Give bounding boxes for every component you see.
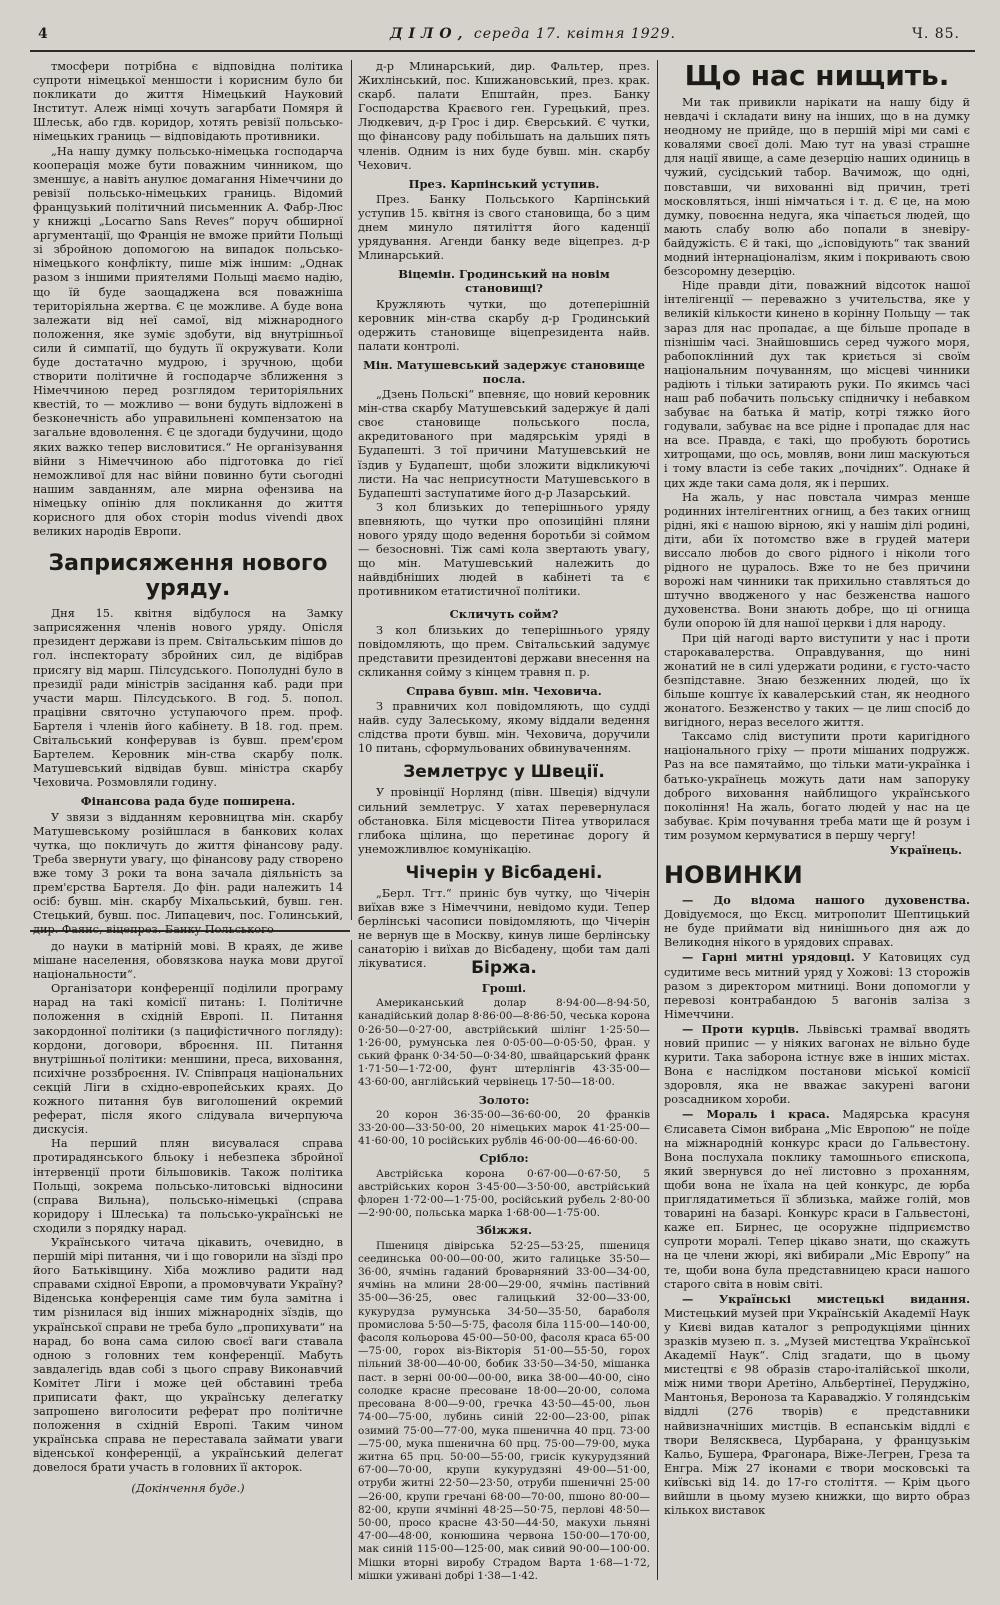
paragraph: На перший плян висувалася справа протирадянського бльоку і небезпека збройної інтервенції проти більшовиків. Також політика Польщі, зокрема польсько-литовські відносини (справа Вильна), польсько-німецькі (справа коридору і Шлеська) та польсько-українські не сходили з порядку нарад.: [33, 1137, 343, 1235]
paragraph: Таксамо слід виступити проти каригідного національного гріху — проти мішаних подружж. Раз на все памятаймо, що тільки мати-українка і батько-українець можуть дати нам запоруку доброго виховання найблищого українського покоління! На жаль, богато людей у нас на це забуває. Крім почування треба мати ще й розум і тим розумом кермуватися в першу чергу!: [664, 730, 970, 842]
paragraph: У звязи з відданням керовництва мін. скарбу Матушевському розійшлася в банкових колах чутка, що покличуть до життя фінансову раду. Треба звернути увагу, що фінансову раду створено вже тому 3 роки та вона зачала діяльність за прем'єрства Бартеля. До фін. ради належить 14 осіб: бувш. мін. скарбу Міхальський, бувш. ген. Стецький, бувш. пос. Липацевич, пос. Голинський, дир. Фаянс, віцепрез. Банку Польського: [33, 810, 343, 937]
news-item-lead: — Гарні митні урядовці.: [682, 950, 855, 965]
paragraph: Українського читача цікавить, очевидно, в першій мірі питання, чи і що говорили на зїзді про його Батьківщину. Хіба можливо радити над справами східної Европи, а промовчувати Україну? Віденська конференція саме тим була замітна і тим різнилася від інших міжнародніх зїздів, що української справи не треба було „пропихувати“ на нарад, бо вона сама силою своєї ваги ставала одною з головних тем конференції. Мабуть завдалегідь вдав собі з цього справу Виконавчий Комітет Ліги і може цей обставині треба приписати факт, що українську делегатку запрошено виголосити реферат про політичне положення в східній Европі. Таким чином українська справа не переставала займати уваги віденської конференції, а український делегат довелося брати участь в головних її акторок.: [33, 1235, 343, 1475]
exchange-rates-silver: Австрійська корона 0·67·00—0·67·50, 5 австрійських корон 3·45·00—3·50·00, австрійський флорен 1·72·00—1·75·00, російський рубель 2·80·00—2·90·00, польська марка 1·68·00—1·75·00.: [358, 1167, 650, 1220]
news-item-text: Довідуємося, що Ексц. митрополит Шептицький не буде приймати від нинішнього дня аж до Великодня нікого в урядових справах.: [664, 908, 970, 950]
news-item-lead: — Українські мистецькі видання.: [682, 1291, 970, 1306]
paragraph: Ніде правди діти, поважний відсоток нашої інтелігенції — переважно з учительства, яке у великій кількости кинено в корінну Польщу — так зараз для нас пропадає, а ще більше пропаде в пізнішім часі. Знайшовшись серед чужого моря, рабопоклінний дух так криється зі своїм національним почуванням, що місцеві чинники радіють і тільки затирають руки. По якимсь часі наш раб побачить польську спідничку і небавком забуває на батька й матір, котрі тяжко його годували, забуває на все рідне і пропадає для нас на все. Правда, є такі, що пробують боротись хитрощами, що ось, мовляв, вони лиш маскуються і тому власти із себе таких „почідних“. Однаке й цих жде таки сама доля, як і перших.: [664, 279, 970, 490]
news-item: [664, 1292, 970, 1519]
paragraph: „На нашу думку польсько-німецька господарча кооперація може бути поважним чинником, що зменшує, а навіть анулює домагання Німеччини до ревізії польсько-німецьких границь. Відомий французький політичний письменник А. Фабр-Люс у книжці „Locarno Sans Reves“ поруч обширної аргументації, що Франція не вможе прийти Польщі зі збройною допомогою на випадок польсько-німецького конфлікту, пише між іншим: „Однак разом з іншими приятелями Польщі маємо надію, що їй буде заощаджена вся поважніша територіяльна жертва. Є це можливе. А буде вона залежати від неї самої, від міжнародного положення, яке зуміє здобути, від внутрішньої сили й симпатії, що будуть її окружувати. Коли буде достатачно мудрою, і зручною, щоби створити політичне й господарче зближення з Німеччиною перед розглядом територіяльних квестій, то — можливо — вони будуть відложені в безконечність або управильнені компензатою на загальне вдоволення. Є це здогади будучини, щодо яких важко тепер висловитися.“ Не організування війни з Німеччиною або підготовка до гієї неможливої для нас війни повинно бути сьогодні нашим завданням, але мирна офензива на німецьку опінію для покликання до життя корисного для обох сторін modus vivendi двох великих народів Европи.: [33, 144, 343, 539]
page-header: [30, 26, 970, 48]
paragraph: тмосфери потрібна є відповідна політика супроти німецької меншости і корисним було би покликати до життя Німецький Науковий Інститут. Алеж німці хочуть загарбати Помяря й Шлеськ, або гдв. коридор, хотять ревізії польсько-німецьких границь — відповідають противники.: [33, 60, 343, 144]
news-item: [664, 1107, 970, 1291]
subheading-grain: Збіжжя.: [475, 1223, 533, 1238]
news-item-text: Мадярська красуня Єлисавета Сімон вибрана „Міс Европою“ не поїде на міжнародній конкурс краси до Гальвестону. Вона послухала поклику тамошнього єпископа, який звернувся до неї листовно з проханням, щоби вона не їхала на цей конкурс, де юрба приглядатиметься її зблизька, майже голій, мов товарині на базарі. Конкурс краси в Гальвестоні, каже еп. Бирнес, це осоружне підприємство супроти моралі. Тепер цікаво знати, що скажуть на це члени жюрі, які вибирали „Міс Европу“ на те, щоби вона була представницею краси нашого старого світа в новім світі.: [664, 1108, 970, 1291]
paragraph: Кружляють чутки, що дотеперішній керовник мін-ства скарбу д-р Гродинський одержить становище віцепрезидента найв. палати контролі.: [358, 297, 650, 353]
news-item-lead: — Мораль і краса.: [682, 1107, 830, 1122]
paragraph: У провінції Норлянд (півн. Швеція) відчули сильний землетрус. У хатах перевернулася обстановка. Біля місцевости Пітеа утворилася глибока щілина, що перетинає дорогу й унеможливлює комунікацію.: [358, 786, 650, 856]
subheading-matushevskyi: Мін. Матушевський задержує становище посла.: [363, 357, 645, 386]
to-be-continued: (Докінчення буде.): [131, 1481, 245, 1495]
paragraph: „Берл. Тгт.“ приніс був чутку, що Чічерін виїхав вже з Німеччини, невідомо куди. Тепер берлінські часописи повідомляють, що Чічерін не вернув ще в Москву, кинув лише берлінську санаторію і виїхав до Вісбадену, щоби там далі лікуватися.: [358, 886, 650, 971]
newspaper-title-date: [390, 26, 676, 42]
subheading-karpinski: През. Карпінський уступив.: [408, 176, 600, 191]
headline-chicherin: Чічерін у Вісбадені.: [405, 862, 603, 883]
subheading-grodynskyi: Віцемін. Гродинський на новім становищі?: [398, 267, 610, 296]
news-item: [664, 1022, 970, 1108]
headline-what-destroys-us: Що нас нищить.: [684, 59, 950, 92]
subheading-silver: Срібло:: [479, 1151, 529, 1166]
news-item-text: Львівські трамваї вводять новий припис — у ніяких вагонах не вільно буде курити. Така заборона істнує вже в інших містах. Вона є наслідком постанови міської комісії здоровля, яка не вважає закурені вагони розсадником хороби.: [664, 1022, 970, 1107]
exchange-rates-grain: Пшениця дівірська 52·25—53·25, пшениця сеединська 00·00—00·00, жито галицьке 35·50—36·00, ячмінь гаданий броварняний 33·00—34·00, ячмінь на млини 28·00—29·00, ячмінь пастівний 35·00—36·25, овес галицький 32·00—33·00, кукурудза румунська 34·50—35·50, бараболя промислова 5·50—5·75, фасоля біла 115·00—140·00, фасоля кольорова 45·00—50·00, фасоля краса 65·00—75·00, горох віз-Вікторія 51·00—55·50, горох пільний 38·00—40·00, бобик 33·50—34·50, мішанка паст. в зерні 00·00—00·00, вика 38·00—40·00, сіно солодке красне пресоване 18·00—20·00, солома пресована 8·00—9·00, гречка 43·50—45·00, льон 74·00—75·00, лубинь синій 22·00—23·00, ріпак озимий 75·00—77·00, мука пшенична 40 прц. 73·00—75·00, мука пшенична 60 прц. 75·00—79·00, мука житна 65 прц. 50·00—55·00, грисік кукурудзяний 67·00—70·00, крупи кукурудзяні 49·00—51·00, отруби житні 22·50—23·50, отруби пшеничні 25·00—26·00, крупи гречані 68·00—70·00, пшоно 80·00—82·00, крупи ячмінні 48·25—50·75, перлові 48·50—50·00, просо красне 43·50—44·50, макухи льняні 47·00—48·00, конюшина червона 150·00—170·00, мак синій 115·00—125·00, мак сивий 90·00—100·00. Мішки вторні виробу Страдом Варта 1·68—1·72, мішки уживані добрі 1·38—1·42.: [358, 1239, 650, 1582]
column-divider-3: [351, 940, 352, 1580]
exchange-rates-money: Американський долар 8·94·00—8·94·50, канадійський долар 8·86·00—8·86·50, чеська корона 0·26·50—0·27·00, австрійський шілінг 1·25·50—1·26·00, румунська лея 0·05·00—0·05·50, фран. у ський франк 0·34·50—0·34·80, швайцарський франк 1·71·50—1·72·00, фунт штерлінгів 43·35·00—43·60·00, англійський червінець 17·50—18·00.: [358, 997, 650, 1089]
news-item-text: У Катовицях суд судитиме весь митний уряд у Хожові: 13 сторожів разом з директором митниці. Вони допомогли у перевозі контрабандою 5 вагонів заліза з Німеччини.: [664, 951, 970, 1021]
news-item: [664, 950, 970, 1021]
paragraph: През. Банку Польського Карпінський уступив 15. квітня із свого становища, бо з цим днем минуло пятиліття його каденції урядування. Агенди банку веде віцепрез. д-р Млинарський.: [358, 192, 650, 263]
newspaper-title: ДІЛО,: [390, 26, 469, 42]
column-3: [664, 60, 970, 1590]
paragraph: На жаль, у нас повстала чимраз менше родинних інтелігентних огнищ, а без таких огнищ рідні, які є нашою вірною, які у нашім ділі родині, діти, аби їх потомство вже в грудей матери виссало любов до свого рідного і ніколи того рідного не цуралось. Вже то не без причини ворожі нам чинники так прихильно ставляться до штучно вводженого у нас безженства нашого духовенства. Вони знають добре, що ці огнища були опорою їй для нашої церкви і для народу.: [664, 490, 970, 631]
paragraph: Організатори конференції поділили програму нарад на такі комісії питань: І. Політичне положення в східній Европі. ІІ. Питання закордонної політики (з пацифістичного погляду): кордони, договори, вброєння. ІІІ. Питання внутрішньої політики: меншини, преса, виховання, психічне роззброєння. IV. Співпраця національних секцій Ліги в східно-европейських краях. До кожного питання був виголошений окремий реферат, після якого слідувала вичерпуюча дискусія.: [33, 982, 343, 1137]
subheading-finance: Фінансова рада буде поширена.: [80, 794, 296, 809]
paragraph: Дня 15. квітня відбулося на Замку заприсяження членів нового уряду. Опісля президент держави із прем. Світальським пішов до гол. інспекторату збройних сил, де відібрав присягу від марш. Пілсудського. Пополудні було в президії ради міністрів засідання каб. ради при участи марш. Пілсудського. В год. 5. попол. працівни святочно уступаючого прем. проф. Бартеля і членів його кабінету. В 18. год. прем. Світальський конферував із бувш. прем'єром Бартелем. Керовник мін-ства скарбу полк. Матушевський відвідав бувш. міністра скарбу Чеховича. Розмовляли годину.: [33, 607, 343, 790]
subheading-chekhovych: Справа бувш. мін. Чеховича.: [406, 683, 602, 698]
paragraph: д-р Млинарський, дир. Фальтер, през. Жихлінський, пос. Кшижановський, през. крак. скарб. палати Епштайн, през. Банку Господарства Краєвого ген. Гурецький, през. Людкевич, д-р Грос і дир. Єверський. Є чутки, що фінансову раду побільшать на дальших пять членів. Одним із них буде бувш. мін. скарбу Чехович.: [358, 60, 650, 172]
subheading-gold: Золото:: [478, 1092, 530, 1107]
column-divider-2: [657, 60, 658, 1580]
news-item: [664, 893, 970, 950]
subheading-money: Гроші.: [481, 981, 527, 995]
news-item-lead: — До відома нашого духовенства.: [682, 893, 970, 908]
header-rule: [30, 50, 975, 52]
news-item-lead: — Проти курців.: [682, 1021, 800, 1036]
headline-news: НОВИНКИ: [664, 861, 803, 890]
paragraph: З кол близьких до теперішнього уряду повідомляють, що прем. Світальський задумує представити президентові держави внесення на скликання сойму з кінцем травня п. р.: [358, 623, 650, 679]
headline-oath: Заприсяження нового уряду.: [48, 551, 328, 602]
column-1: [33, 60, 343, 937]
exchange-section: [358, 958, 650, 1582]
paragraph: Ми так привикли нарікати на нашу біду й невдачі і складати вину на інших, що в на думку неодному не прийде, що в першій мірі ми самі є ковалями своєї долі. Маю тут на увазі страшне для нації явище, а саме дезерцію наших одиниць в чужий, сусідський табор. Вачимож, що одні, повставши, чи вихованні від причин, треті московляться, інші німчаться і т. д. Є це, на мою думку, повоєнна недуга, яка чіпається людей, що мають слабу волю або попали в зневіру-байдужість. Є й такі, що „ісповідують“ так званий модний інтернаціоналізм, яким і покривають свою безсоромну дезерцію.: [664, 96, 970, 279]
issue-date: середа 17. квітня 1929.: [473, 26, 676, 42]
headline-exchange: Біржа.: [471, 958, 537, 978]
headline-earthquake: Землетрус у Швеції.: [403, 762, 605, 783]
paragraph: „Дзень Польскі“ впевняє, що новий керовник мін-ства скарбу Матушевський задержує й далі своє становище польського посла, акредитованого при мадярськім уряді в Будапешті. З тої причини Матушевський не їздив у Будапешт, щоби зложити відкликуючі листи. На час неприсутности Матушевського в Будапешті заступатиме його д-р Лазарський.: [358, 388, 650, 500]
news-item-text: Мистецький музей при Українській Академії Наук у Києві видав каталог з репродукціями цінних зразків музею п. з. „Музей мистецтва Української Академії Наук“. Слід згадати, що в цьому мистецтві є 98 образів старо-італійської школи, між ними твори Аретіно, Альбертінеї, Перуджіно, Мантонья, Вероноза та Караваджіо. У голяндськім віддлі (276 творів) є представники найвизначніших мистців. В еспанськім віддлі є твори Велясквеса, Цурбарана, у французькім Кальо, Бушера, Фрагонара, Віже-Легрен, Греза та Енгра. Між 27 іконами є твори московські та київські від 14. до 17-го століття. — Крім цього вийшли в цьому музею книжки, що вирто образ кількох виставок: [664, 1306, 970, 1518]
exchange-rates-gold: 20 корон 36·35·00—36·60·00, 20 франків 33·20·00—33·50·00, 20 німецьких марок 41·25·00—41·60·00, 10 російських рублів 46·00·00—46·60·00.: [358, 1108, 650, 1148]
paragraph: При цій нагоді варто виступити у нас і проти старокавалерства. Оправдування, що нині жонатий не в силі удержати родини, є густо-часто безпідставне. Знаю безженних людей, що їх більше коштує їх кавалерський стан, як неодного жонатого. Безженство у таких — це лиш спосіб до вигідного, нераз веселого життя.: [664, 631, 970, 730]
continuation-section: [33, 940, 343, 1576]
page-number: 4: [38, 26, 49, 42]
paragraph: до науки в матірній мові. В краях, де живе мішане населення, обовязкова наука мови другої національности“.: [33, 940, 343, 982]
column-divider-1: [351, 60, 352, 920]
subheading-sejm: Скличуть сойм?: [449, 607, 559, 622]
issue-number: Ч. 85.: [912, 26, 960, 42]
paragraph: З правничих кол повідомляють, що судді найв. суду Залеському, якому віддали ведення слідства проти бувш. мін. Чеховича, доручили 10 питань, сформульованих обвинуваченням.: [358, 700, 650, 756]
paragraph: З кол близьких до теперішнього уряду впевняють, що чутки про опозиційні пляни нового уряду щодо ведення боротьби зі соймом — безосновні. Тіж самі кола звертають увагу, що мін. Матушевський належить до найвдібніших людей в кабінеті та є противником етатистичної політики.: [358, 500, 650, 599]
signature: Українець.: [889, 842, 962, 857]
